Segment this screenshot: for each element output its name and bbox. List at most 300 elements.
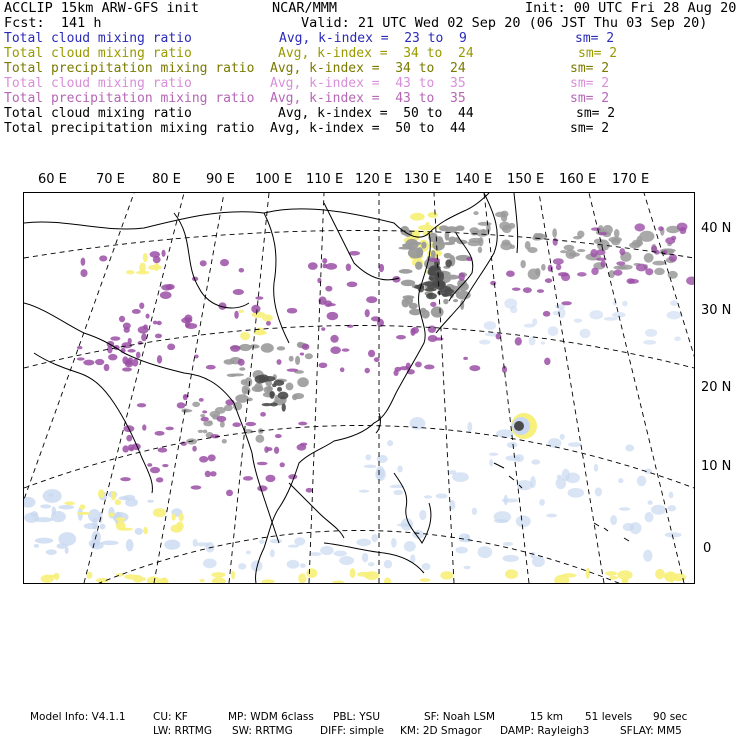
purple-shade-blob	[104, 364, 110, 371]
blue-shade-blob	[397, 465, 402, 472]
purple-shade-blob	[669, 254, 677, 262]
blue-shade-blob	[568, 442, 581, 447]
purple-shade-blob	[275, 434, 282, 438]
blue-shade-blob	[669, 492, 673, 499]
yellow-shade-blob	[115, 499, 121, 505]
gray-shade-blob	[560, 250, 567, 253]
purple-shade-blob	[166, 284, 175, 290]
blue-shade-blob	[193, 539, 198, 547]
blue-shade-blob	[548, 326, 559, 336]
purple-shade-blob	[346, 264, 351, 271]
purple-shade-blob	[325, 286, 332, 292]
purple-shade-blob	[199, 456, 208, 463]
purple-shade-blob	[342, 348, 350, 351]
gray-shade-blob	[289, 356, 294, 362]
blue-shade-blob	[589, 310, 603, 319]
gray-shade-blob	[608, 237, 621, 243]
blue-shade-blob	[334, 550, 347, 556]
purple-shade-blob	[428, 325, 436, 332]
gray-shade-blob	[409, 303, 418, 309]
purple-shade-blob	[553, 238, 558, 246]
gray-shade-blob	[415, 261, 423, 269]
purple-shade-blob	[658, 226, 663, 231]
model-info-item: SFLAY: MM5	[620, 725, 682, 737]
longitude-tick-label: 140 E	[455, 172, 493, 187]
blue-shade-blob	[670, 300, 678, 306]
blue-shade-blob	[643, 550, 652, 562]
purple-shade-blob	[543, 311, 551, 317]
yellow-shade-blob	[153, 508, 167, 517]
longitude-tick-label: 110 E	[306, 172, 344, 187]
dark-gray-blob	[259, 374, 269, 382]
gray-shade-blob	[508, 223, 515, 229]
purple-shade-blob	[322, 263, 327, 268]
yellow-shade-blob	[664, 574, 669, 578]
purple-shade-blob	[122, 367, 132, 371]
purple-shade-blob	[424, 365, 434, 370]
yellow-shade-blob	[505, 569, 518, 579]
gray-shade-blob	[231, 373, 244, 376]
blue-shade-blob	[365, 454, 371, 460]
purple-shade-blob	[324, 300, 332, 307]
purple-shade-blob	[120, 477, 131, 481]
purple-shade-blob	[108, 354, 117, 360]
purple-shade-blob	[128, 338, 132, 344]
blue-shade-blob	[84, 523, 99, 529]
blue-shade-blob	[320, 546, 334, 555]
purple-shade-blob	[288, 474, 297, 479]
purple-shade-blob	[139, 302, 144, 309]
purple-shade-blob	[619, 248, 625, 255]
yellow-shade-blob	[147, 576, 160, 583]
yellow-shade-blob	[212, 577, 226, 583]
blue-shade-blob	[456, 547, 468, 554]
gray-shade-blob	[402, 298, 410, 307]
purple-shade-blob	[428, 335, 438, 342]
blue-shade-blob	[48, 494, 53, 497]
model-info-item: PBL: YSU	[333, 711, 381, 723]
purple-shade-blob	[319, 362, 328, 368]
blue-shade-blob	[356, 539, 371, 546]
gray-shade-blob	[528, 268, 541, 279]
blue-shade-blob	[645, 512, 654, 522]
gray-shade-blob	[613, 265, 626, 269]
purple-shade-blob	[80, 269, 87, 277]
yellow-shade-blob	[440, 571, 453, 580]
purple-shade-blob	[523, 287, 532, 293]
purple-shade-blob	[591, 267, 598, 275]
purple-shade-blob	[95, 359, 104, 365]
gray-shade-blob	[552, 228, 557, 238]
purple-shade-blob	[119, 316, 125, 322]
blue-shade-blob	[270, 549, 275, 557]
field-name: Total cloud mixing ratio	[4, 46, 192, 61]
purple-shade-blob	[515, 337, 522, 345]
blue-shade-blob	[376, 466, 385, 479]
model-info-item: KM: 2D Smagor	[400, 725, 482, 737]
purple-shade-blob	[686, 276, 694, 284]
yellow-shade-blob	[425, 222, 429, 227]
blue-shade-blob	[422, 563, 431, 570]
yellow-shade-blob	[87, 572, 93, 579]
blue-shade-blob	[548, 438, 562, 448]
purple-shade-blob	[302, 344, 310, 350]
model-info-item: 15 km	[530, 711, 564, 723]
gray-shade-blob	[502, 239, 511, 245]
purple-shade-blob	[379, 264, 384, 272]
yellow-shade-blob	[126, 270, 134, 274]
blue-shade-blob	[472, 508, 477, 515]
purple-shade-blob	[306, 488, 313, 493]
purple-shade-blob	[206, 365, 216, 370]
blue-shade-blob	[613, 301, 617, 306]
purple-shade-blob	[239, 268, 245, 272]
field-name: Total cloud mixing ratio	[4, 76, 192, 91]
gray-shade-blob	[652, 261, 665, 266]
purple-shade-blob	[226, 490, 233, 496]
purple-shade-blob	[147, 463, 152, 467]
purple-shade-blob	[365, 368, 370, 374]
purple-shade-blob	[298, 422, 307, 426]
blue-shade-blob	[368, 562, 375, 566]
purple-shade-blob	[167, 344, 175, 351]
blue-shade-blob	[52, 506, 56, 516]
blue-shade-blob	[648, 500, 653, 505]
yellow-shade-blob	[410, 213, 425, 221]
blue-shade-blob	[436, 494, 448, 499]
purple-shade-blob	[234, 311, 239, 319]
gray-shade-blob	[200, 414, 205, 417]
dark-gray-blob	[442, 293, 452, 297]
purple-shade-blob	[330, 335, 338, 343]
purple-shade-blob	[308, 262, 318, 270]
blue-shade-blob	[594, 464, 598, 472]
blue-shade-blob	[203, 558, 217, 568]
blue-shade-blob	[504, 495, 508, 506]
gray-shade-blob	[448, 237, 456, 244]
purple-shade-blob	[257, 485, 267, 491]
dark-gray-blob	[445, 259, 452, 267]
model-info-item: DIFF: simple	[320, 725, 384, 737]
coastline	[289, 483, 344, 538]
dark-gray-blob	[277, 387, 282, 392]
yellow-shade-blob	[298, 573, 306, 583]
blue-shade-blob	[531, 459, 540, 464]
purple-shade-blob	[156, 321, 161, 326]
yellow-shade-blob	[77, 512, 91, 515]
blue-shade-blob	[532, 318, 537, 325]
blue-shade-blob	[287, 560, 300, 569]
purple-shade-blob	[192, 446, 197, 452]
yellow-shade-blob	[98, 489, 105, 498]
purple-shade-blob	[141, 333, 147, 341]
field-smoothing: sm= 2	[576, 106, 616, 121]
gray-shade-blob	[401, 280, 415, 287]
purple-shade-blob	[280, 462, 285, 467]
yellow-shade-blob	[609, 576, 617, 580]
gray-shade-blob	[295, 356, 300, 365]
longitude-tick-label: 80 E	[152, 172, 181, 187]
yellow-shade-blob	[256, 328, 265, 335]
purple-shade-blob	[396, 335, 406, 339]
purple-shade-blob	[220, 259, 229, 266]
gray-shade-blob	[564, 245, 575, 251]
dark-gray-blob	[428, 270, 436, 276]
blue-shade-blob	[92, 531, 101, 544]
yellow-shade-blob	[171, 524, 183, 532]
yellow-shade-blob	[171, 513, 175, 520]
field-smoothing: sm= 2	[570, 121, 610, 136]
yellow-shade-blob	[178, 513, 183, 521]
blue-shade-blob	[667, 505, 676, 511]
purple-shade-blob	[158, 448, 168, 453]
blue-shade-blob	[618, 478, 623, 483]
purple-shade-blob	[368, 350, 375, 357]
gray-shade-blob	[398, 247, 413, 250]
field-name: Total precipitation mixing ratio	[4, 121, 255, 136]
organization-label: NCAR/MMM	[272, 0, 338, 16]
purple-shade-blob	[238, 359, 245, 366]
blue-shade-blob	[610, 515, 617, 525]
field-avg: Avg, k-index = 34 to 24	[278, 46, 474, 61]
model-info-item: MP: WDM 6class	[228, 711, 314, 723]
blue-shade-blob	[560, 434, 565, 440]
purple-shade-blob	[110, 336, 120, 340]
purple-shade-blob	[255, 296, 263, 299]
gray-shade-blob	[520, 260, 525, 268]
purple-shade-blob	[162, 464, 168, 467]
blue-shade-blob	[126, 539, 134, 551]
purple-shade-blob	[600, 260, 605, 267]
yellow-shade-blob	[231, 571, 235, 580]
model-info-item: DAMP: Rayleigh3	[500, 725, 590, 737]
latitude-tick-label: 0	[703, 541, 712, 556]
blue-shade-blob	[546, 514, 557, 518]
purple-shade-blob	[544, 358, 550, 365]
model-info-item: 90 sec	[653, 711, 688, 723]
blue-shade-blob	[101, 541, 118, 546]
blue-shade-blob	[419, 510, 426, 520]
longitude-line	[84, 193, 184, 583]
blue-shade-blob	[24, 497, 36, 508]
yellow-shade-blob	[211, 572, 225, 577]
purple-shade-blob	[276, 359, 281, 365]
purple-shade-blob	[202, 410, 207, 413]
purple-shade-blob	[150, 467, 160, 473]
yellow-shade-blob	[420, 578, 431, 582]
purple-shade-blob	[233, 289, 244, 295]
purple-shade-blob	[155, 334, 162, 339]
purple-shade-blob	[81, 258, 86, 266]
purple-shade-blob	[155, 431, 165, 436]
latitude-tick-label: 40 N	[701, 221, 732, 236]
gray-shade-blob	[434, 239, 444, 244]
gray-shade-blob	[286, 383, 294, 391]
purple-shade-blob	[577, 272, 587, 276]
field-avg: Avg, k-index = 34 to 24	[270, 61, 466, 76]
blue-shade-blob	[65, 547, 69, 554]
purple-shade-blob	[325, 263, 337, 270]
blue-shade-blob	[464, 566, 471, 569]
purple-shade-blob	[415, 362, 422, 368]
gray-shade-blob	[198, 430, 204, 433]
purple-shade-blob	[128, 444, 134, 450]
blue-shade-blob	[637, 476, 646, 487]
field-avg: Avg, k-index = 50 to 44	[270, 121, 466, 136]
longitude-tick-label: 120 E	[355, 172, 393, 187]
gray-shade-blob	[241, 379, 247, 385]
purple-shade-blob	[556, 264, 561, 270]
purple-shade-blob	[232, 422, 240, 427]
gray-shade-blob	[261, 343, 274, 353]
yellow-shade-blob	[141, 577, 146, 581]
blue-shade-blob	[309, 552, 321, 556]
purple-shade-blob	[200, 260, 207, 266]
purple-shade-blob	[553, 258, 564, 265]
dark-gray-blob	[434, 273, 444, 282]
gray-shade-blob	[242, 385, 248, 394]
gray-shade-blob	[470, 227, 479, 233]
purple-shade-blob	[347, 282, 358, 288]
model-info-item: SF: Noah LSM	[424, 711, 496, 723]
blue-shade-blob	[510, 306, 517, 313]
yellow-shade-blob	[158, 578, 168, 583]
blue-shade-blob	[478, 546, 493, 558]
longitude-line	[484, 193, 529, 583]
blue-shade-blob	[270, 539, 282, 543]
blue-shade-blob	[467, 422, 472, 432]
purple-shade-blob	[137, 403, 146, 407]
field-name: Total cloud mixing ratio	[4, 106, 192, 121]
blue-shade-blob	[667, 311, 682, 320]
model-info-item: Model Info: V4.1.1	[30, 711, 126, 723]
purple-shade-blob	[245, 422, 256, 426]
purple-shade-blob	[132, 359, 138, 367]
purple-shade-blob	[626, 278, 634, 284]
blue-shade-blob	[452, 472, 469, 482]
map-plot	[24, 193, 694, 583]
blue-shade-blob	[372, 534, 378, 542]
blue-shade-blob	[339, 556, 354, 565]
gray-shade-blob	[478, 222, 492, 226]
blue-shade-blob	[246, 550, 251, 554]
gray-shade-blob	[597, 240, 610, 251]
gray-shade-blob	[541, 264, 546, 271]
longitude-tick-label: 100 E	[255, 172, 293, 187]
blue-shade-blob	[404, 541, 416, 552]
blue-shade-blob	[494, 519, 509, 523]
purple-shade-blob	[634, 223, 645, 231]
longitude-tick-label: 130 E	[404, 172, 442, 187]
gray-shade-blob	[222, 439, 227, 444]
gray-shade-blob	[192, 402, 200, 408]
longitude-tick-label: 90 E	[206, 172, 235, 187]
purple-shade-blob	[665, 237, 675, 244]
dark-gray-blob	[262, 403, 272, 406]
blue-shade-blob	[604, 317, 618, 321]
gray-shade-blob	[254, 383, 262, 391]
blue-shade-blob	[300, 563, 306, 568]
yellow-shade-blob	[427, 212, 438, 218]
blue-shade-blob	[238, 563, 246, 569]
gray-shade-blob	[637, 236, 642, 246]
blue-shade-blob	[674, 337, 681, 341]
purple-shade-blob	[99, 255, 107, 261]
purple-shade-blob	[157, 355, 162, 363]
purple-shade-blob	[300, 353, 304, 356]
gray-shade-blob	[249, 344, 260, 348]
yellow-shade-blob	[143, 527, 148, 534]
gray-shade-blob	[203, 421, 213, 426]
yellow-shade-blob	[116, 521, 126, 531]
gray-shade-blob	[408, 242, 421, 246]
purple-shade-blob	[596, 249, 606, 255]
gray-shade-blob	[453, 299, 458, 302]
yellow-shade-blob	[350, 568, 356, 578]
yellow-shade-blob	[148, 265, 161, 270]
coastline	[234, 403, 279, 543]
dark-gray-blob	[439, 286, 451, 293]
purple-shade-blob	[77, 346, 83, 350]
gray-shade-blob	[421, 242, 426, 249]
field-name: Total cloud mixing ratio	[4, 31, 192, 46]
purple-shade-blob	[561, 273, 570, 281]
blue-shade-blob	[507, 442, 518, 448]
yellow-shade-blob	[116, 517, 125, 521]
yellow-shade-blob	[108, 513, 114, 517]
purple-shade-blob	[469, 365, 480, 371]
blue-shade-blob	[530, 552, 535, 558]
blue-shade-blob	[503, 542, 513, 546]
blue-shade-blob	[567, 488, 584, 498]
purple-shade-blob	[146, 313, 150, 318]
blue-shade-blob	[553, 311, 560, 315]
model-info-item: SW: RRTMG	[232, 725, 293, 737]
field-smoothing: sm= 2	[570, 91, 610, 106]
purple-shade-blob	[393, 370, 398, 376]
coastline	[514, 193, 518, 253]
blue-shade-blob	[384, 560, 392, 569]
purple-shade-blob	[327, 312, 339, 320]
gray-shade-blob	[577, 249, 586, 252]
yellow-shade-blob	[586, 568, 590, 579]
gray-shade-blob	[235, 394, 248, 403]
purple-shade-blob	[217, 416, 227, 422]
purple-shade-blob	[561, 301, 571, 305]
coastline	[376, 413, 380, 433]
yellow-shade-blob	[199, 579, 204, 582]
dark-gray-blob	[278, 392, 289, 400]
field-smoothing: sm= 2	[570, 61, 610, 76]
gray-shade-blob	[614, 229, 620, 238]
gray-shade-blob	[473, 211, 478, 215]
gray-shade-blob	[292, 394, 297, 400]
blue-shade-blob	[391, 538, 397, 548]
gray-shade-blob	[456, 225, 465, 231]
gray-shade-blob	[573, 236, 582, 240]
purple-shade-blob	[150, 251, 161, 258]
yellow-shade-blob	[262, 579, 275, 583]
yellow-shade-blob	[306, 568, 317, 578]
yellow-shade-blob	[143, 253, 148, 262]
purple-shade-blob	[330, 346, 341, 354]
purple-shade-blob	[122, 445, 129, 452]
blue-shade-blob	[393, 490, 403, 495]
purple-shade-blob	[506, 271, 515, 277]
purple-shade-blob	[126, 435, 132, 442]
blue-shade-blob	[35, 538, 53, 544]
blue-shade-blob	[574, 319, 583, 323]
